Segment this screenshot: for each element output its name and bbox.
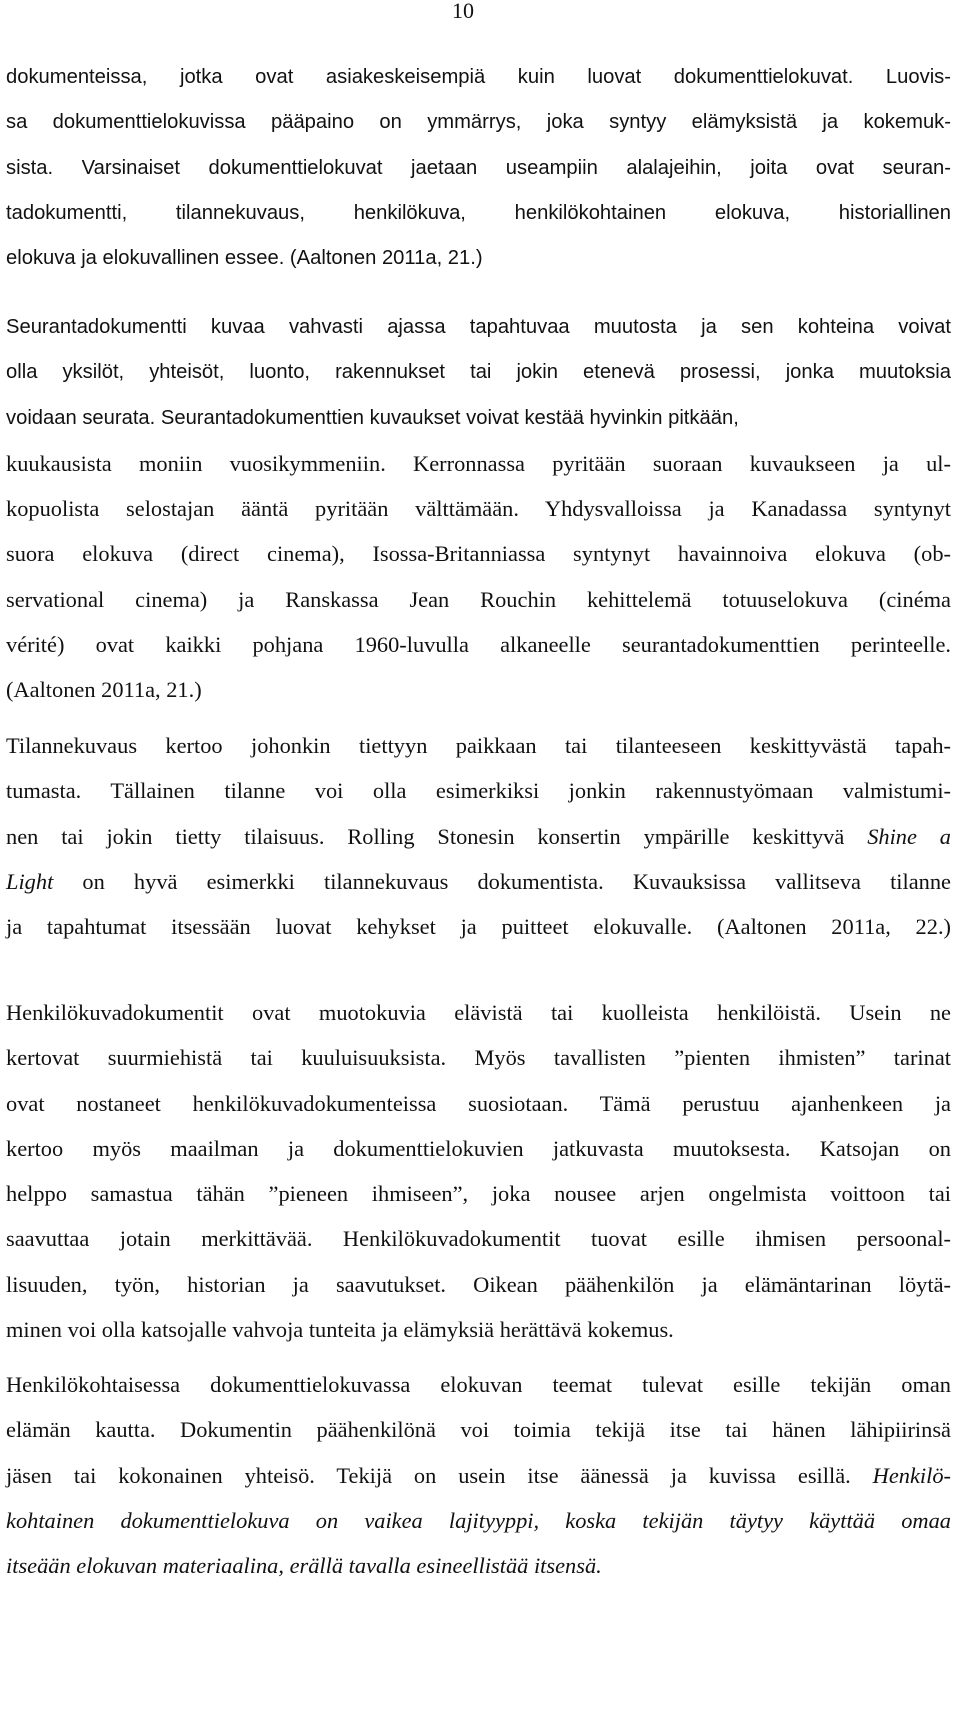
line-segment: jäsen tai kokonainen yhteisö. Tekijä on usein itse äänessä ja kuvissa esillä.	[6, 1462, 873, 1488]
film-title: Shine a	[867, 823, 951, 849]
line-segment: nen tai jokin tietty tilaisuus. Rolling Stonesin konsertin ympärille keskittyvä	[6, 823, 868, 849]
text-line	[6, 1171, 951, 1216]
line-text: vérité) ovat kaikki pohjana 1960-luvulla alkaneelle seurantadokumenttien perinteelle.	[6, 632, 951, 658]
text-line	[6, 1081, 951, 1126]
text-line	[6, 146, 951, 191]
text-line	[6, 55, 951, 100]
paragraph-3	[6, 723, 951, 949]
text-line	[6, 577, 951, 622]
line-text: servational cinema) ja Ranskassa Jean Rouchin kehittelemä totuuselokuva (cinéma	[6, 586, 951, 612]
text-line	[6, 859, 951, 904]
text-line	[6, 305, 951, 350]
line-text: ovat nostaneet henkilökuvadokumenteissa suosiotaan. Tämä perustuu ajanhenkeen ja	[6, 1090, 951, 1116]
line-text: elokuva ja elokuvallinen essee. (Aaltonen 2011a, 21.)	[6, 247, 483, 270]
line-text	[6, 859, 951, 904]
text-line	[6, 396, 951, 441]
line-text: lisuuden, työn, historian ja saavutukset. Oikean päähenkilön ja elämäntarinan löytä-	[6, 1271, 951, 1297]
line-text: Seurantadokumentti kuvaa vahvasti ajassa tapahtuvaa muutosta ja sen kohteina voivat	[6, 316, 951, 338]
paragraph-1	[6, 55, 951, 281]
paragraph-4	[6, 990, 951, 1352]
line-text: Henkilökohtaisessa dokumenttielokuvassa elokuvan teemat tulevat esille tekijän oman	[6, 1372, 951, 1397]
text-line	[6, 100, 951, 145]
line-text: kopuolista selostajan ääntä pyritään välttämään. Yhdysvalloissa ja Kanadassa syntynyt	[6, 496, 951, 522]
line-text: tadokumentti, tilannekuvaus, henkilökuva, henkilökohtainen elokuva, historiallinen	[6, 201, 951, 224]
line-text	[6, 1498, 951, 1543]
text-line	[6, 814, 951, 859]
paragraph-5	[6, 1362, 951, 1588]
line-text: voidaan seurata. Seurantadokumenttien kuvaukset voivat kestää hyvinkin pitkään,	[6, 406, 739, 429]
text-line	[6, 904, 951, 949]
line-text: kertovat suurmiehistä tai kuuluisuuksista. Myös tavallisten ”pienten ihmisten” tarinat	[6, 1045, 951, 1071]
italic-segment: kohtainen dokumenttielokuva on vaikea lajityyppi, koska tekijän täytyy käyttää omaa	[6, 1507, 951, 1533]
text-line	[6, 1035, 951, 1080]
text-line	[6, 350, 951, 395]
line-text: kertoo myös maailman ja dokumenttielokuvien jatkuvasta muutoksesta. Katsojan on	[6, 1135, 951, 1161]
line-text: helppo samastua tähän ”pieneen ihmiseen”, joka nousee arjen ongelmista voittoon tai	[6, 1181, 951, 1207]
italic-segment: Henkilö-	[872, 1462, 951, 1488]
text-line	[6, 622, 951, 667]
text-line	[6, 236, 951, 281]
line-text: minen voi olla katsojalle vahvoja tunteita ja elämyksiä herättävä kokemus.	[6, 1317, 674, 1343]
text-line	[6, 1453, 951, 1498]
text-line	[6, 1407, 951, 1452]
line-text: olla yksilöt, yhteisöt, luonto, rakennukset tai jokin etenevä prosessi, jonka muutoksia	[6, 361, 951, 384]
text-line	[6, 723, 951, 768]
paragraph-2	[6, 305, 951, 713]
page-number: 10	[452, 0, 474, 23]
text-line	[6, 531, 951, 576]
text-line	[6, 1126, 951, 1171]
italic-segment: itseään elokuvan materiaalina, erällä tavalla esineellistää itsensä.	[6, 1553, 602, 1579]
line-text: suora elokuva (direct cinema), Isossa-Britanniassa syntynyt havainnoiva elokuva (ob-	[6, 541, 951, 567]
line-text: sista. Varsinaiset dokumenttielokuvat jaetaan useampiin alalajeihin, joita ovat seuran-	[6, 156, 951, 179]
line-text	[6, 814, 951, 859]
line-text: dokumenteissa, jotka ovat asiakeskeisempiä kuin luovat dokumenttielokuvat. Luovis-	[6, 66, 951, 88]
text-line	[6, 1307, 951, 1352]
text-line	[6, 1362, 951, 1407]
line-segment: on hyvä esimerkki tilannekuvaus dokumentista. Kuvauksissa vallitseva tilanne	[53, 868, 951, 894]
line-text: (Aaltonen 2011a, 21.)	[6, 677, 202, 703]
text-line	[6, 667, 951, 712]
line-text	[6, 1543, 602, 1588]
text-line	[6, 1543, 951, 1588]
line-text: saavuttaa jotain merkittävää. Henkilökuvadokumentit tuovat esille ihmisen persoonal-	[6, 1226, 951, 1252]
text-line	[6, 1216, 951, 1261]
line-text: Tilannekuvaus kertoo johonkin tiettyyn paikkaan tai tilanteeseen keskittyvästä tapah-	[6, 733, 951, 758]
line-text: kuukausista moniin vuosikymmeniin. Kerronnassa pyritään suoraan kuvaukseen ja ul-	[6, 450, 951, 476]
line-text: tumasta. Tällainen tilanne voi olla esimerkiksi jonkin rakennustyömaan valmistumi-	[6, 778, 951, 804]
text-line	[6, 1262, 951, 1307]
line-text: elämän kautta. Dokumentin päähenkilönä voi toimia tekijä itse tai hänen lähipiirinsä	[6, 1417, 951, 1443]
line-text: Henkilökuvadokumentit ovat muotokuvia elävistä tai kuolleista henkilöistä. Usein ne	[6, 1000, 951, 1025]
text-line	[6, 1498, 951, 1543]
text-line	[6, 441, 951, 486]
film-title: Light	[6, 868, 54, 894]
line-text: ja tapahtumat itsessään luovat kehykset ja puitteet elokuvalle. (Aaltonen 2011a, 22.)	[6, 914, 951, 940]
text-line	[6, 990, 951, 1035]
text-line	[6, 768, 951, 813]
line-text	[6, 1453, 951, 1498]
text-line	[6, 191, 951, 236]
text-line	[6, 486, 951, 531]
line-text: sa dokumenttielokuvissa pääpaino on ymmärrys, joka syntyy elämyksistä ja kokemuk-	[6, 111, 951, 134]
